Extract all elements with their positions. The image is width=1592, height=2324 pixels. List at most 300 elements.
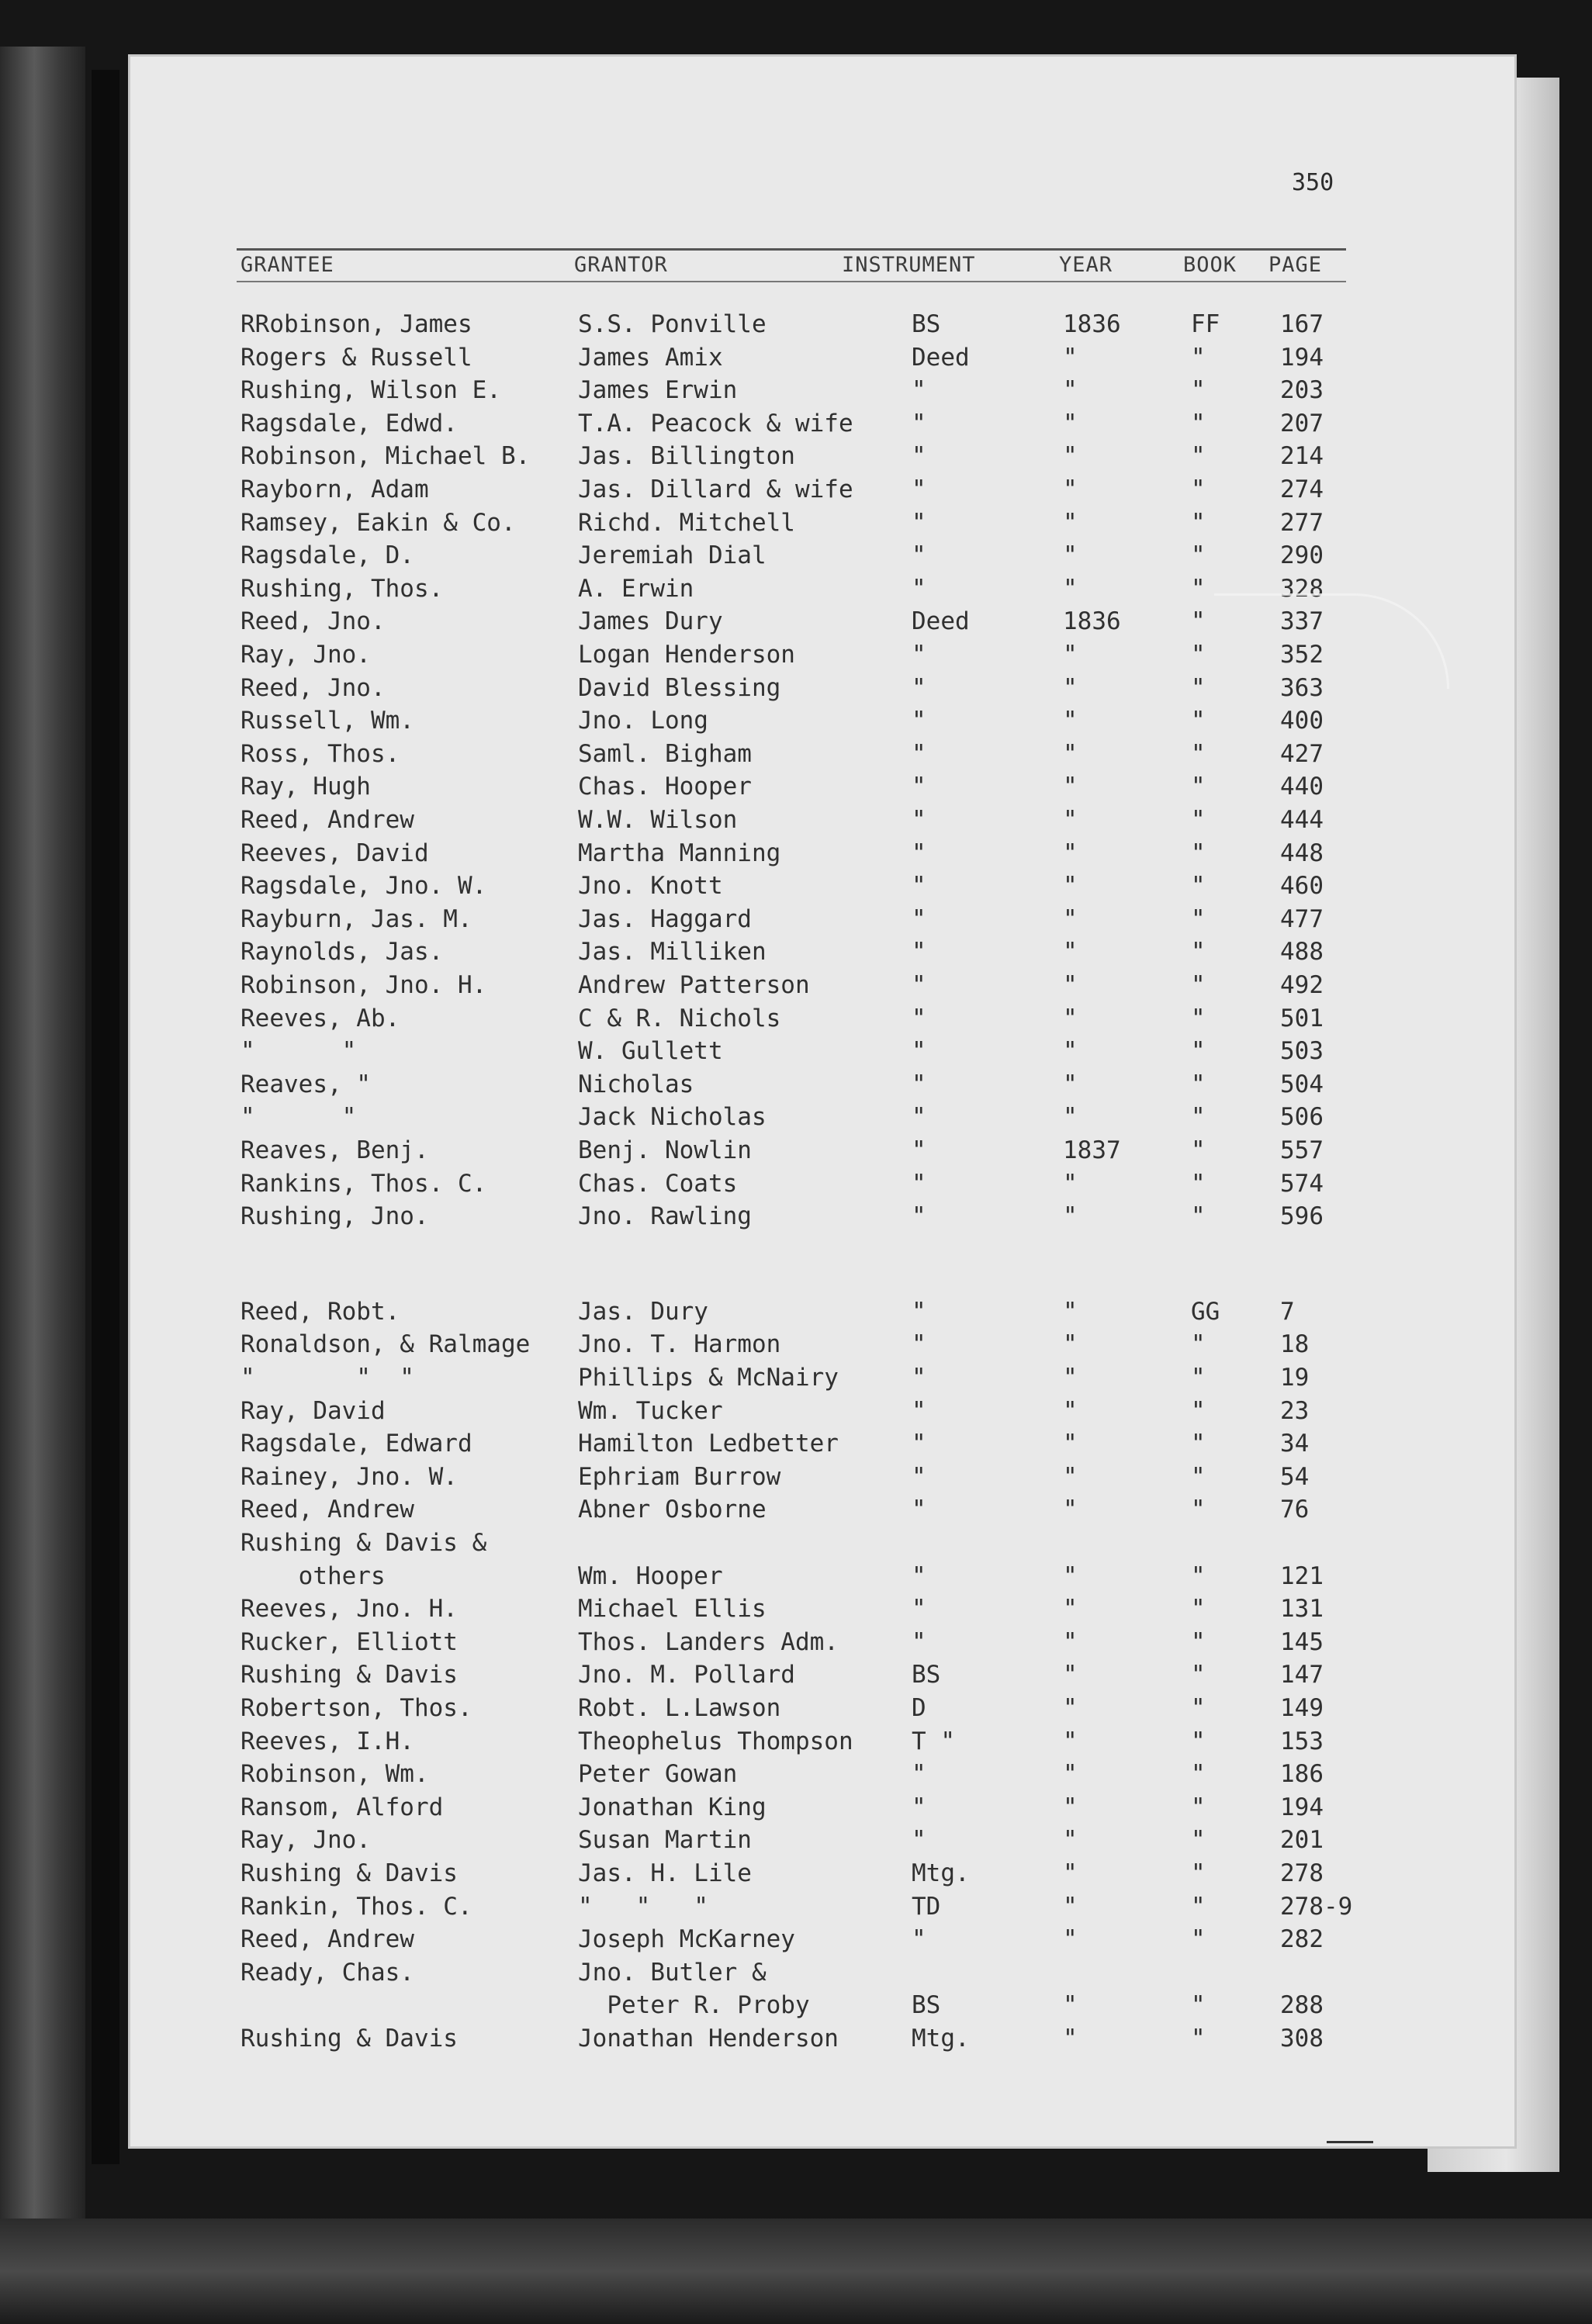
cell-book: ": [1191, 343, 1206, 372]
cell-grantor: S.S. Ponville: [578, 310, 767, 338]
table-row: [128, 1330, 1517, 1363]
cell-book: ": [1191, 1727, 1206, 1755]
cell-year: ": [1063, 1859, 1078, 1887]
cell-grantee: Ray, Jno.: [241, 1826, 371, 1855]
cell-grantor: Jas. Billington: [578, 442, 795, 471]
cell-page: 504: [1280, 1070, 1324, 1098]
cell-year: ": [1063, 1169, 1078, 1198]
header-grantee: GRANTEE: [241, 253, 334, 277]
table-row: [128, 1893, 1517, 1925]
cell-page: 277: [1280, 508, 1324, 537]
cell-grantor: C & R. Nichols: [578, 1004, 781, 1032]
cell-year: ": [1063, 773, 1078, 801]
cell-instrument: ": [912, 839, 926, 867]
cell-instrument: ": [912, 1627, 926, 1656]
cell-instrument: ": [912, 508, 926, 537]
cell-grantor: Jno. Butler &: [578, 1958, 767, 1987]
cell-year: ": [1063, 409, 1078, 437]
cell-year: ": [1063, 1925, 1078, 1954]
cell-book: ": [1191, 641, 1206, 669]
table-row: [128, 1694, 1517, 1727]
cell-grantee: Reed, Jno.: [241, 607, 386, 636]
cell-instrument: ": [912, 1070, 926, 1098]
cell-grantor: Theophelus Thompson: [578, 1727, 853, 1755]
table-row: [128, 1661, 1517, 1693]
table-row: [128, 344, 1517, 376]
cell-year: ": [1063, 1496, 1078, 1524]
cell-grantor: Jno. Rawling: [578, 1202, 752, 1231]
cell-page: 282: [1280, 1925, 1324, 1954]
cell-instrument: ": [912, 1561, 926, 1590]
cell-grantor: Chas. Coats: [578, 1169, 738, 1198]
cell-instrument: ": [912, 1462, 926, 1491]
cell-year: ": [1063, 1462, 1078, 1491]
cell-grantee: Rushing & Davis: [241, 2025, 458, 2053]
cell-instrument: ": [912, 409, 926, 437]
cell-book: ": [1191, 739, 1206, 768]
cell-grantee: Rucker, Elliott: [241, 1627, 458, 1656]
cell-page: 194: [1280, 1793, 1324, 1821]
cell-page: 352: [1280, 641, 1324, 669]
cell-grantor: Jonathan King: [578, 1793, 767, 1821]
cell-instrument: ": [912, 673, 926, 702]
cell-grantor: Logan Henderson: [578, 641, 795, 669]
table-row: [128, 1826, 1517, 1859]
cell-instrument: ": [912, 1793, 926, 1821]
cell-instrument: ": [912, 1496, 926, 1524]
cell-instrument: BS: [912, 1661, 941, 1689]
cell-grantee: Rogers & Russell: [241, 343, 472, 372]
table-row: [128, 1070, 1517, 1103]
cell-instrument: ": [912, 574, 926, 603]
cell-book: FF: [1191, 310, 1220, 338]
cell-instrument: ": [912, 1364, 926, 1392]
table-row: [128, 872, 1517, 904]
cell-page: 274: [1280, 476, 1324, 503]
cell-book: ": [1191, 1892, 1206, 1921]
cell-instrument: ": [912, 476, 926, 503]
cell-book: ": [1191, 1169, 1206, 1198]
cell-year: ": [1063, 1793, 1078, 1821]
cell-book: ": [1191, 938, 1206, 967]
cell-page: 278-9: [1280, 1892, 1353, 1921]
cell-page: 400: [1280, 707, 1324, 735]
cell-grantee: Rankin, Thos. C.: [241, 1892, 472, 1921]
header-rule-bottom: [237, 281, 1346, 282]
cell-grantor: Michael Ellis: [578, 1595, 767, 1624]
cell-grantor: A. Erwin: [578, 574, 694, 603]
cell-grantee: Rankins, Thos. C.: [241, 1169, 487, 1198]
cell-instrument: ": [912, 1826, 926, 1855]
cell-grantor: Nicholas: [578, 1070, 694, 1098]
cell-grantor: Chas. Hooper: [578, 773, 752, 801]
cell-grantor: David Blessing: [578, 673, 781, 702]
cell-page: 501: [1280, 1004, 1324, 1032]
cell-year: 1836: [1063, 607, 1121, 636]
table-row: [128, 442, 1517, 475]
cell-page: 76: [1280, 1496, 1310, 1524]
cell-grantor: Ephriam Burrow: [578, 1462, 781, 1491]
cell-page: 19: [1280, 1364, 1310, 1392]
table-row: [128, 1925, 1517, 1958]
cell-year: ": [1063, 1661, 1078, 1689]
cell-page: 444: [1280, 806, 1324, 834]
cell-page: 145: [1280, 1627, 1324, 1656]
cell-grantor: Jas. Haggard: [578, 904, 752, 933]
cell-page: 54: [1280, 1462, 1310, 1491]
cell-page: 201: [1280, 1826, 1324, 1855]
cell-grantee: " ": [241, 1103, 357, 1132]
cell-grantor: Jno. Knott: [578, 872, 723, 901]
cell-year: ": [1063, 673, 1078, 702]
cell-instrument: ": [912, 1202, 926, 1231]
table-row: [128, 1298, 1517, 1330]
cell-instrument: ": [912, 707, 926, 735]
cell-grantee: Ronaldson, & Ralmage: [241, 1330, 531, 1359]
cell-year: ": [1063, 1330, 1078, 1359]
cell-grantor: Peter R. Proby: [578, 1991, 810, 2020]
cell-book: ": [1191, 673, 1206, 702]
table-row: [128, 938, 1517, 970]
cell-grantee: Reed, Robt.: [241, 1297, 400, 1326]
table-row: [128, 1037, 1517, 1070]
cell-page: 121: [1280, 1561, 1324, 1590]
table-row: [128, 707, 1517, 739]
cell-book: ": [1191, 1925, 1206, 1954]
cell-year: ": [1063, 1103, 1078, 1132]
cell-book: GG: [1191, 1297, 1220, 1326]
cell-grantor: Hamilton Ledbetter: [578, 1430, 839, 1458]
cell-book: ": [1191, 904, 1206, 933]
cell-year: ": [1063, 1430, 1078, 1458]
cell-grantee: Reeves, I.H.: [241, 1727, 414, 1755]
cell-grantee: RRobinson, James: [241, 310, 472, 338]
cell-book: ": [1191, 1826, 1206, 1855]
cell-page: 492: [1280, 971, 1324, 999]
cell-page: 488: [1280, 938, 1324, 967]
cell-grantor: James Dury: [578, 607, 723, 636]
cell-year: ": [1063, 1991, 1078, 2020]
cell-grantor: Abner Osborne: [578, 1496, 767, 1524]
cell-grantee: Ross, Thos.: [241, 739, 400, 768]
header-rule-top: [237, 248, 1346, 251]
cell-book: ": [1191, 1004, 1206, 1032]
table-row: [128, 476, 1517, 508]
film-bottom-band: [0, 2219, 1592, 2324]
cell-grantee: Rushing & Davis: [241, 1859, 458, 1887]
table-row: [128, 2025, 1517, 2057]
table-row: [128, 806, 1517, 839]
table-row: [128, 410, 1517, 442]
cell-book: ": [1191, 541, 1206, 570]
table-row: [128, 1364, 1517, 1396]
cell-instrument: ": [912, 971, 926, 999]
cell-grantor: Jno. M. Pollard: [578, 1661, 795, 1689]
cell-book: ": [1191, 574, 1206, 603]
cell-year: ": [1063, 641, 1078, 669]
cell-grantor: James Erwin: [578, 376, 738, 405]
cell-page: 308: [1280, 2025, 1324, 2053]
cell-grantee: Rushing & Davis &: [241, 1529, 487, 1557]
film-edge: [92, 70, 119, 2164]
table-row: [128, 541, 1517, 574]
cell-instrument: ": [912, 938, 926, 967]
cell-page: 149: [1280, 1694, 1324, 1722]
cell-grantor: Thos. Landers Adm.: [578, 1627, 839, 1656]
cell-book: ": [1191, 409, 1206, 437]
cell-year: ": [1063, 1202, 1078, 1231]
cell-page: 194: [1280, 343, 1324, 372]
cell-instrument: ": [912, 1330, 926, 1359]
cell-book: ": [1191, 1462, 1206, 1491]
cell-year: ": [1063, 1627, 1078, 1656]
cell-grantee: Rainey, Jno. W.: [241, 1462, 458, 1491]
cell-grantee: " ": [241, 1037, 357, 1066]
cell-instrument: ": [912, 1595, 926, 1624]
cell-grantor: Robt. L.Lawson: [578, 1694, 781, 1722]
table-row: [128, 1760, 1517, 1793]
cell-instrument: ": [912, 1103, 926, 1132]
cell-page: 503: [1280, 1037, 1324, 1066]
cell-grantee: Reeves, David: [241, 839, 429, 867]
cell-grantor: Martha Manning: [578, 839, 781, 867]
table-row: [128, 740, 1517, 773]
cell-instrument: ": [912, 541, 926, 570]
cell-book: ": [1191, 376, 1206, 405]
table-row: [128, 1529, 1517, 1561]
cell-grantor: Jas. H. Lile: [578, 1859, 752, 1887]
cell-grantor: Benj. Nowlin: [578, 1136, 752, 1164]
cell-book: ": [1191, 1070, 1206, 1098]
cell-book: ": [1191, 476, 1206, 503]
cell-instrument: ": [912, 442, 926, 471]
cell-page: 207: [1280, 409, 1324, 437]
cell-page: 7: [1280, 1297, 1295, 1326]
cell-page: 574: [1280, 1169, 1324, 1198]
cell-year: ": [1063, 1070, 1078, 1098]
cell-book: ": [1191, 1103, 1206, 1132]
table-row: [128, 1397, 1517, 1430]
cell-grantee: Rushing, Jno.: [241, 1202, 429, 1231]
table-row: [128, 839, 1517, 872]
cell-grantor: Jas. Dillard & wife: [578, 476, 853, 503]
cell-book: ": [1191, 508, 1206, 537]
cell-grantor: Jeremiah Dial: [578, 541, 767, 570]
cell-page: 23: [1280, 1396, 1310, 1425]
pen-mark: [1327, 2141, 1373, 2143]
index-page: [128, 54, 1517, 2149]
cell-year: ": [1063, 574, 1078, 603]
cell-instrument: ": [912, 376, 926, 405]
cell-year: ": [1063, 476, 1078, 503]
cell-book: ": [1191, 607, 1206, 636]
table-row: [128, 310, 1517, 343]
cell-book: ": [1191, 1396, 1206, 1425]
cell-book: ": [1191, 1364, 1206, 1392]
cell-year: ": [1063, 971, 1078, 999]
cell-year: ": [1063, 2025, 1078, 2053]
cell-year: ": [1063, 938, 1078, 967]
cell-year: ": [1063, 508, 1078, 537]
cell-grantee: Rushing & Davis: [241, 1661, 458, 1689]
cell-grantee: others: [241, 1561, 386, 1590]
cell-grantee: Ragsdale, D.: [241, 541, 414, 570]
cell-grantee: Rayburn, Jas. M.: [241, 904, 472, 933]
cell-year: ": [1063, 839, 1078, 867]
cell-book: ": [1191, 707, 1206, 735]
cell-page: 427: [1280, 739, 1324, 768]
cell-instrument: ": [912, 1004, 926, 1032]
cell-grantee: Ray, Jno.: [241, 641, 371, 669]
cell-grantee: Reaves, Benj.: [241, 1136, 429, 1164]
cell-grantee: Ramsey, Eakin & Co.: [241, 508, 516, 537]
table-row: [128, 905, 1517, 938]
cell-grantee: Ragsdale, Edwd.: [241, 409, 458, 437]
header-year: YEAR: [1059, 253, 1113, 277]
table-row: [128, 1991, 1517, 2024]
cell-instrument: ": [912, 872, 926, 901]
cell-instrument: ": [912, 1430, 926, 1458]
table-row: [128, 376, 1517, 409]
cell-instrument: ": [912, 1925, 926, 1954]
cell-page: 506: [1280, 1103, 1324, 1132]
cell-grantee: Robinson, Jno. H.: [241, 971, 487, 999]
cell-page: 328: [1280, 574, 1324, 603]
header-instrument: INSTRUMENT: [842, 253, 976, 277]
cell-book: ": [1191, 773, 1206, 801]
cell-grantee: Ragsdale, Jno. W.: [241, 872, 487, 901]
cell-instrument: D: [912, 1694, 926, 1722]
cell-grantor: Wm. Hooper: [578, 1561, 723, 1590]
cell-year: ": [1063, 707, 1078, 735]
cell-page: 596: [1280, 1202, 1324, 1231]
cell-grantor: Saml. Bigham: [578, 739, 752, 768]
cell-grantee: Reeves, Ab.: [241, 1004, 400, 1032]
cell-book: ": [1191, 806, 1206, 834]
cell-instrument: ": [912, 904, 926, 933]
cell-year: ": [1063, 1561, 1078, 1590]
cell-book: ": [1191, 1859, 1206, 1887]
cell-grantee: Robinson, Michael B.: [241, 442, 531, 471]
table-row: [128, 1202, 1517, 1235]
cell-year: ": [1063, 1297, 1078, 1326]
cell-page: 290: [1280, 541, 1324, 570]
cell-grantor: Jack Nicholas: [578, 1103, 767, 1132]
page-number: 350: [1292, 169, 1334, 196]
cell-year: ": [1063, 1826, 1078, 1855]
cell-grantor: James Amix: [578, 343, 723, 372]
cell-book: ": [1191, 1793, 1206, 1821]
cell-grantor: Joseph McKarney: [578, 1925, 795, 1954]
cell-instrument: ": [912, 739, 926, 768]
cell-book: ": [1191, 1661, 1206, 1689]
cell-page: 203: [1280, 376, 1324, 405]
table-row: [128, 1005, 1517, 1037]
cell-year: ": [1063, 376, 1078, 405]
cell-instrument: Deed: [912, 343, 970, 372]
cell-grantee: Robinson, Wm.: [241, 1760, 429, 1789]
table-row: [128, 773, 1517, 805]
cell-book: ": [1191, 442, 1206, 471]
cell-year: ": [1063, 1727, 1078, 1755]
cell-book: ": [1191, 1760, 1206, 1789]
cell-book: ": [1191, 2025, 1206, 2053]
table-row: [128, 1430, 1517, 1462]
cell-instrument: ": [912, 1760, 926, 1789]
cell-page: 167: [1280, 310, 1324, 338]
cell-year: ": [1063, 1004, 1078, 1032]
table-row: [128, 1628, 1517, 1661]
cell-instrument: Deed: [912, 607, 970, 636]
table-row: [128, 971, 1517, 1004]
cell-grantor: Jonathan Henderson: [578, 2025, 839, 2053]
cell-book: ": [1191, 1561, 1206, 1590]
cell-page: 448: [1280, 839, 1324, 867]
cell-instrument: ": [912, 1169, 926, 1198]
cell-instrument: ": [912, 806, 926, 834]
cell-grantee: Ready, Chas.: [241, 1958, 414, 1987]
cell-grantee: Reaves, ": [241, 1070, 371, 1098]
cell-grantor: W.W. Wilson: [578, 806, 738, 834]
table-row: [128, 509, 1517, 541]
cell-year: ": [1063, 1760, 1078, 1789]
cell-page: 557: [1280, 1136, 1324, 1164]
cell-page: 18: [1280, 1330, 1310, 1359]
cell-grantee: Reed, Andrew: [241, 1496, 414, 1524]
table-row: [128, 1170, 1517, 1202]
table-row: [128, 1562, 1517, 1595]
table-row: [128, 1859, 1517, 1892]
cell-grantee: Reed, Andrew: [241, 806, 414, 834]
cell-grantor: Phillips & McNairy: [578, 1364, 839, 1392]
cell-year: ": [1063, 1037, 1078, 1066]
cell-year: ": [1063, 1364, 1078, 1392]
cell-grantee: Robertson, Thos.: [241, 1694, 472, 1722]
cell-book: ": [1191, 1496, 1206, 1524]
cell-page: 131: [1280, 1595, 1324, 1624]
cell-book: ": [1191, 1430, 1206, 1458]
cell-year: ": [1063, 541, 1078, 570]
cell-grantor: Susan Martin: [578, 1826, 752, 1855]
table-row: [128, 1793, 1517, 1826]
cell-page: 440: [1280, 773, 1324, 801]
cell-page: 363: [1280, 673, 1324, 702]
cell-page: 477: [1280, 904, 1324, 933]
cell-book: ": [1191, 1694, 1206, 1722]
cell-grantee: Rushing, Wilson E.: [241, 376, 501, 405]
cell-book: ": [1191, 1136, 1206, 1164]
cell-grantor: T.A. Peacock & wife: [578, 409, 853, 437]
cell-book: ": [1191, 1202, 1206, 1231]
cell-year: ": [1063, 806, 1078, 834]
cell-grantee: Reed, Andrew: [241, 1925, 414, 1954]
cell-grantee: Russell, Wm.: [241, 707, 414, 735]
cell-instrument: BS: [912, 1991, 941, 2020]
table-row: [128, 1103, 1517, 1136]
film-strip-left: [0, 47, 85, 2281]
cell-instrument: Mtg.: [912, 2025, 970, 2053]
cell-instrument: TD: [912, 1892, 941, 1921]
cell-book: ": [1191, 1991, 1206, 2020]
cell-instrument: ": [912, 1037, 926, 1066]
cell-book: ": [1191, 1037, 1206, 1066]
table-row: [128, 1136, 1517, 1169]
cell-page: 460: [1280, 872, 1324, 901]
cell-year: ": [1063, 739, 1078, 768]
cell-grantor: Peter Gowan: [578, 1760, 738, 1789]
cell-instrument: T ": [912, 1727, 955, 1755]
cell-year: ": [1063, 442, 1078, 471]
